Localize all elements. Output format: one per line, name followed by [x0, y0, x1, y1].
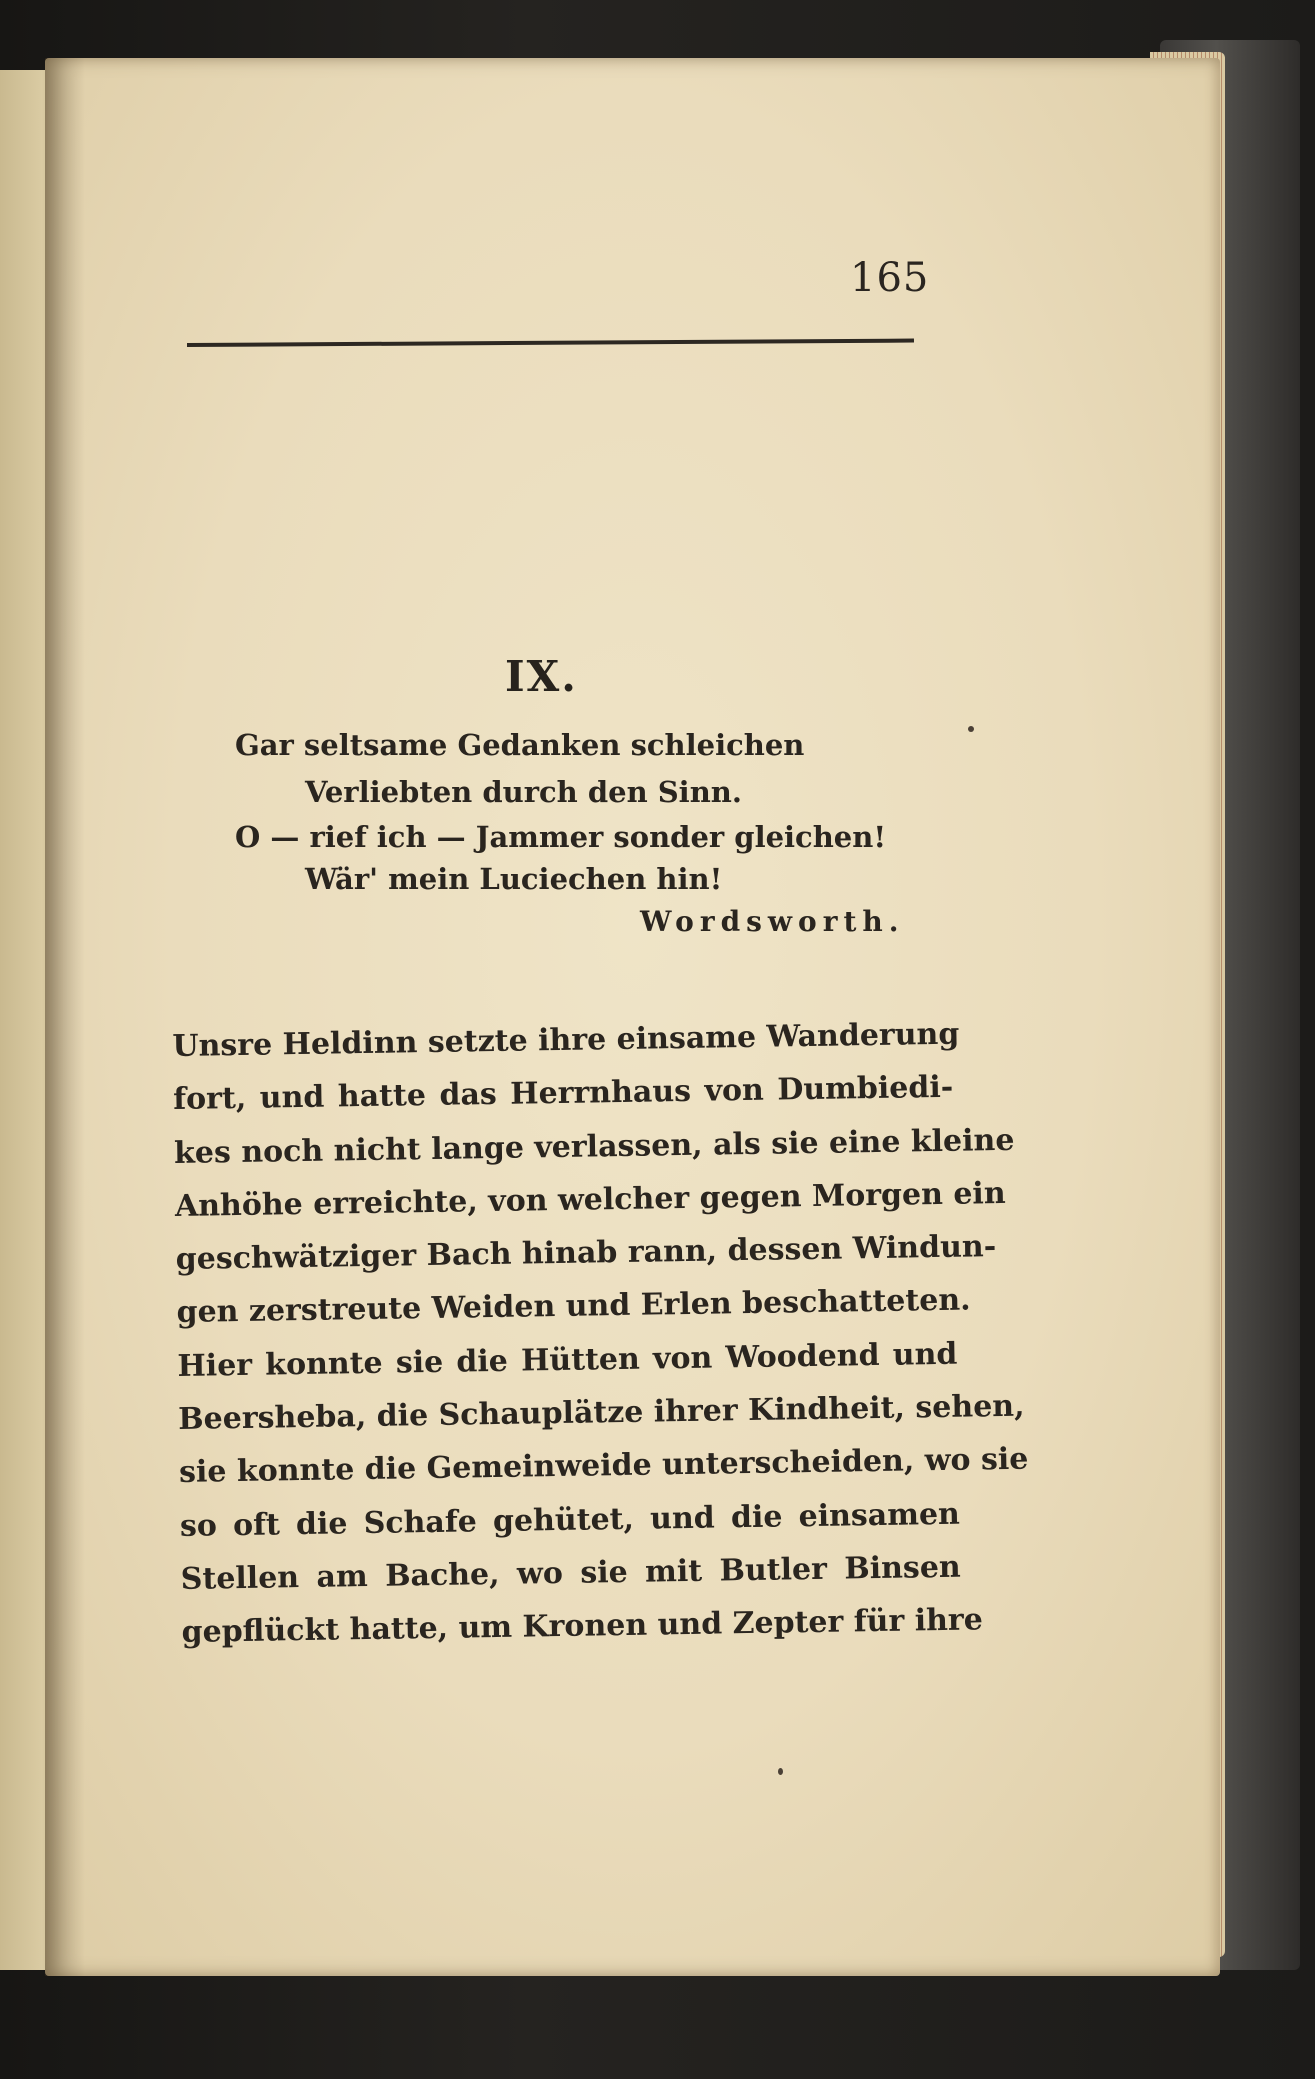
- chapter-title: IX.: [505, 652, 578, 701]
- body-line: Beersheba, die Schauplätze ihrer Kindheit, sehen,: [178, 1388, 1025, 1438]
- body-line: geschwätziger Bach hinab rann, dessen Windun-: [175, 1229, 997, 1278]
- body-line: sie konnte die Gemeinweide unterscheiden, wo sie: [178, 1441, 1029, 1491]
- paper-speck: [968, 726, 974, 732]
- body-line: gepflückt hatte, um Kronen und Zepter für ihre: [181, 1602, 984, 1651]
- epigraph-line: Wär' mein Luciechen hin!: [305, 862, 723, 896]
- body-line: Anhöhe erreichte, von welcher gegen Morgen ein: [174, 1175, 1006, 1224]
- epigraph-line: Verliebten durch den Sinn.: [305, 775, 742, 809]
- body-line: Unsre Heldinn setzte ihre einsame Wanderung: [172, 1016, 960, 1064]
- epigraph-line: Gar seltsame Gedanken schleichen: [235, 728, 805, 762]
- body-line: Hier konnte sie die Hütten von Woodend und: [177, 1336, 958, 1384]
- body-line: Stellen am Bache, wo sie mit Butler Binsen: [180, 1549, 961, 1597]
- gutter-shadow: [45, 58, 85, 1976]
- body-line: fort, und hatte das Herrnhaus von Dumbiedi-: [172, 1070, 954, 1118]
- body-line: kes noch nicht lange verlassen, als sie eine kleine: [173, 1122, 1015, 1171]
- body-text: [172, 1008, 1029, 1660]
- epigraph-attribution: Wordsworth.: [640, 905, 905, 938]
- epigraph-line: O — rief ich — Jammer sonder gleichen!: [235, 820, 887, 854]
- body-line: gen zerstreute Weiden und Erlen beschatteten.: [176, 1282, 971, 1331]
- page-number: 165: [850, 255, 930, 301]
- paper-speck: [778, 1768, 783, 1775]
- body-line: so oft die Schafe gehütet, und die einsamen: [179, 1496, 961, 1544]
